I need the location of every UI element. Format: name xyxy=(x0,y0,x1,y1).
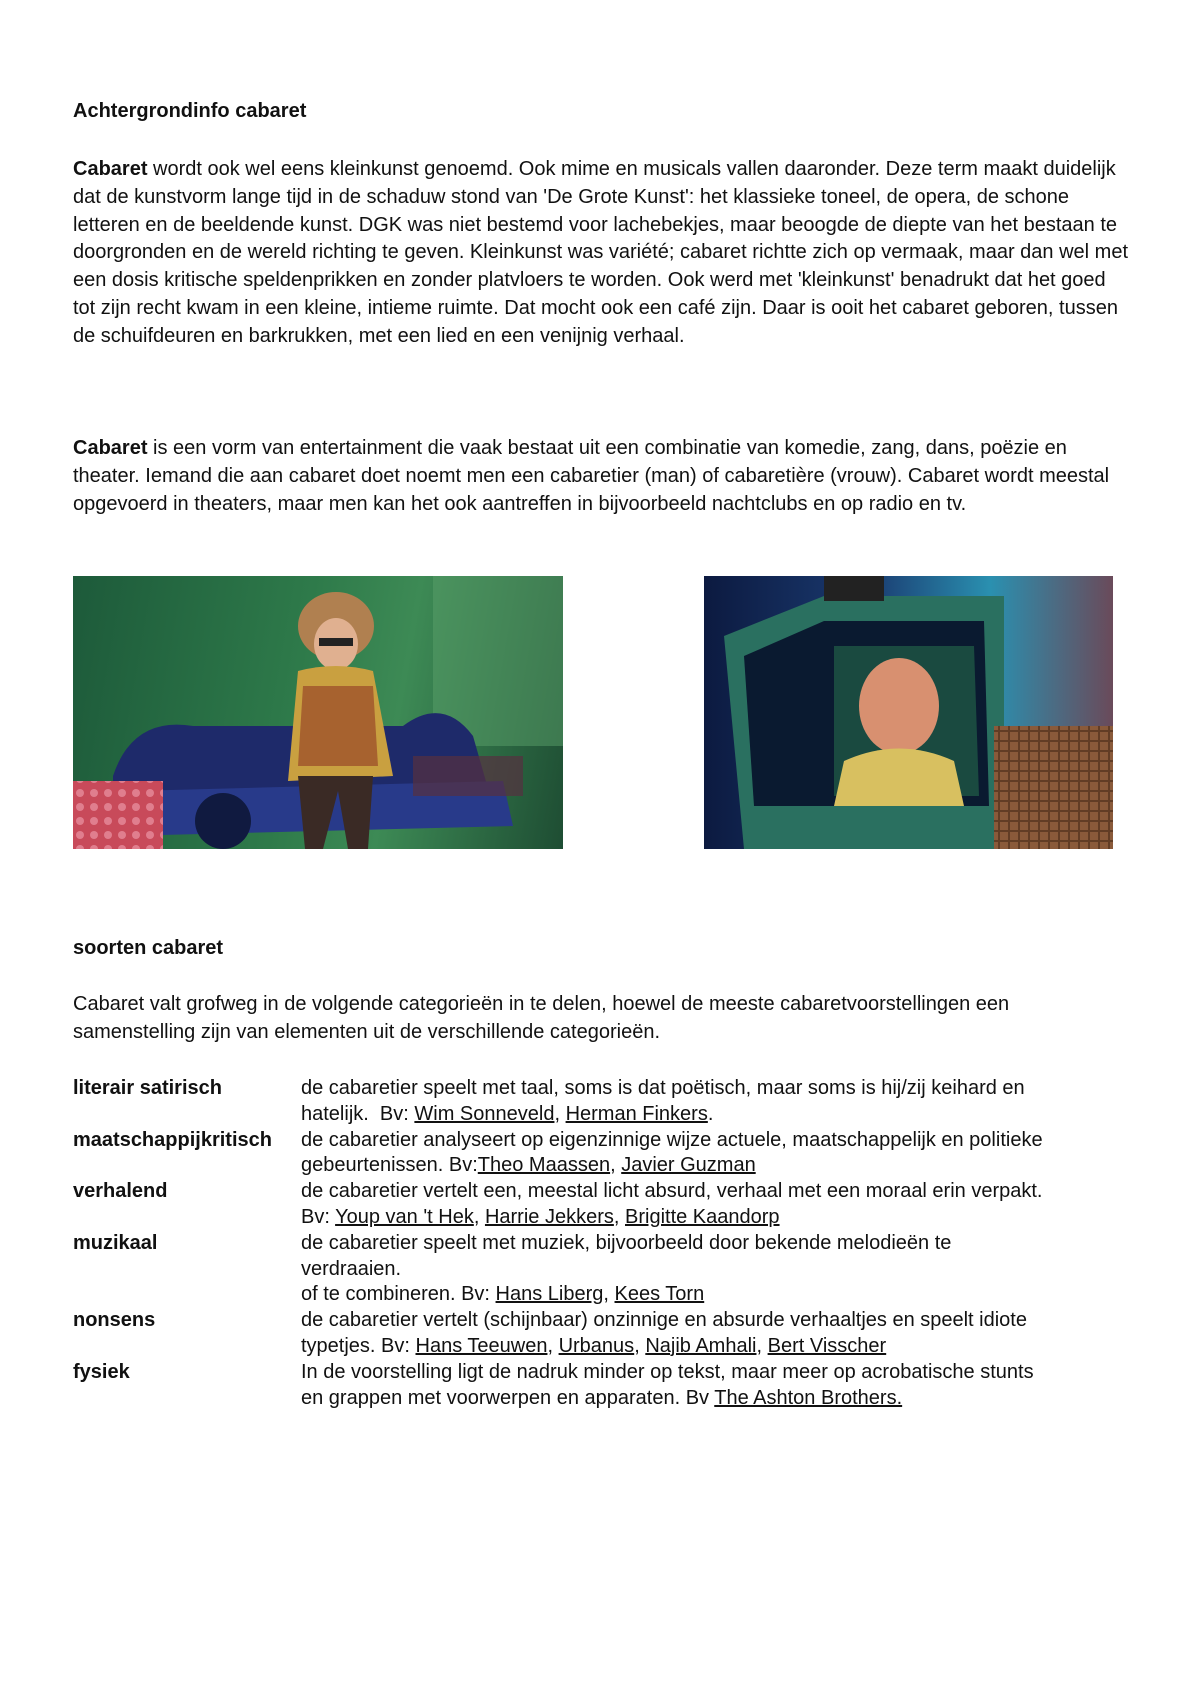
category-term: nonsens xyxy=(73,1309,156,1332)
examples-line: gebeurtenissen. Bv:Theo Maassen, Javier Guzman xyxy=(301,1154,756,1177)
performer-link[interactable]: Youp van 't Hek xyxy=(335,1205,474,1228)
examples-prefix: hatelijk. Bv: xyxy=(301,1102,415,1125)
description-line: de cabaretier speelt met taal, soms is dat poëtisch, maar soms is hij/zij keihard en xyxy=(301,1077,1025,1099)
categories-table xyxy=(73,1076,1153,1411)
category-row xyxy=(73,1308,1153,1360)
cabaret-photo-man-in-vehicle xyxy=(704,576,1113,849)
photo-illustration xyxy=(73,576,563,849)
performer-link[interactable]: Javier Guzman xyxy=(621,1154,756,1177)
photo-illustration xyxy=(704,576,1113,849)
intro-bold-term: Cabaret xyxy=(73,437,148,459)
category-term: verhalend xyxy=(73,1180,168,1203)
category-description xyxy=(301,1076,1153,1128)
description-line: de cabaretier vertelt een, meestal licht absurd, verhaal met een moraal erin verpakt. xyxy=(301,1180,1043,1203)
examples-prefix: Bv: xyxy=(301,1205,336,1228)
description-line: In de voorstelling ligt de nadruk minder op tekst, maar meer op acrobatische stunts xyxy=(301,1360,1034,1383)
examples-prefix: of te combineren. Bv: xyxy=(301,1283,496,1306)
examples-line: typetjes. Bv: Hans Teeuwen, Urbanus, Najib Amhali, Bert Visscher xyxy=(301,1334,887,1357)
description-line: de cabaretier vertelt (schijnbaar) onzinnige en absurde verhaaltjes en speelt idiote xyxy=(301,1309,1027,1332)
examples-prefix: typetjes. Bv: xyxy=(301,1334,416,1357)
performer-link[interactable]: Hans Teeuwen xyxy=(415,1334,548,1357)
performer-link[interactable]: Hans Liberg xyxy=(495,1283,604,1306)
category-row xyxy=(73,1231,1153,1308)
performer-link[interactable]: Harrie Jekkers xyxy=(484,1205,614,1228)
description-line: de cabaretier analyseert op eigenzinnige wijze actuele, maatschappelijk en politieke xyxy=(301,1128,1043,1151)
intro-text: wordt ook wel eens kleinkunst genoemd. Ook mime en musicals vallen daaronder. Deze term maakt duidelijk dat de kunstvorm lange tijd in de schaduw stond van 'De Grote Kunst': het klassieke toneel, de opera, de schone letteren en de beeldende kunst. DGK was niet bestemd voor lachebekjes, maar beoogde de diepte van het bestaan te doorgronden en de wereld richting te geven. Kleinkunst was variété; cabaret richtte zich op vermaak, maar dan wel met een dosis kritische speldenprikken en zonder platvloers te worden. Ook werd met 'kleinkunst' benadrukt dat het goed tot zijn recht kwam in een kleine, intieme ruimte. Dat mocht ook een café zijn. Daar is ooit het cabaret geboren, tussen de schuifdeuren en barkrukken, met een lied en een venijnig verhaal. xyxy=(73,158,1128,347)
page-title: Achtergrondinfo cabaret xyxy=(73,100,307,122)
performer-link[interactable]: Kees Torn xyxy=(614,1283,705,1306)
intro-bold-term: Cabaret xyxy=(73,158,148,180)
intro-paragraph-1 xyxy=(73,156,1133,351)
examples-line xyxy=(301,1386,1153,1412)
category-description xyxy=(301,1360,1153,1412)
performer-link[interactable]: Theo Maassen xyxy=(477,1154,611,1177)
examples-line: hatelijk. Bv: Wim Sonneveld, Herman Finkers. xyxy=(301,1102,714,1125)
performer-link[interactable]: Wim Sonneveld xyxy=(414,1102,555,1125)
category-row xyxy=(73,1128,1153,1180)
section-intro: Cabaret valt grofweg in de volgende categorieën in te delen, hoewel de meeste cabaretvoorstellingen een samenstelling zijn van elementen uit de verschillende categorieën. xyxy=(73,993,1010,1043)
examples-prefix: en grappen met voorwerpen en apparaten. Bv xyxy=(301,1386,715,1409)
category-description xyxy=(301,1308,1153,1360)
examples-prefix: gebeurtenissen. Bv: xyxy=(301,1154,478,1177)
examples-line: of te combineren. Bv: Hans Liberg, Kees Torn xyxy=(301,1283,705,1306)
category-term: fysiek xyxy=(73,1360,130,1383)
category-term: literair satirisch xyxy=(73,1077,222,1099)
category-term: maatschappijkritisch xyxy=(73,1128,272,1151)
category-description xyxy=(301,1128,1153,1180)
cabaret-photo-woman-on-sofa xyxy=(73,576,563,849)
description-line: de cabaretier speelt met muziek, bijvoorbeeld door bekende melodieën te xyxy=(301,1231,952,1254)
category-description xyxy=(301,1179,1153,1231)
performer-link[interactable]: Herman Finkers xyxy=(565,1102,708,1125)
category-term: muzikaal xyxy=(73,1231,158,1254)
performer-link[interactable]: Bert Visscher xyxy=(767,1334,887,1357)
category-row xyxy=(73,1076,1153,1128)
performer-link[interactable]: Najib Amhali xyxy=(645,1334,757,1357)
performer-link[interactable]: The Ashton Brothers. xyxy=(714,1386,903,1409)
category-row xyxy=(73,1179,1153,1231)
performer-link[interactable]: Urbanus xyxy=(558,1334,635,1357)
examples-suffix: . xyxy=(707,1102,714,1125)
performer-link[interactable]: Brigitte Kaandorp xyxy=(625,1205,780,1228)
category-row xyxy=(73,1360,1153,1412)
category-description xyxy=(301,1231,1153,1308)
examples-line: Bv: Youp van 't Hek, Harrie Jekkers, Brigitte Kaandorp xyxy=(301,1205,780,1228)
intro-text: is een vorm van entertainment die vaak bestaat uit een combinatie van komedie, zang, dans, poëzie en theater. Iemand die aan cabaret doet noemt men een cabaretier (man) of cabaretière (vrouw). Cabaret wordt meestal opgevoerd in theaters, maar men kan het ook aantreffen in bijvoorbeeld nachtclubs en op radio en tv. xyxy=(73,437,1110,515)
section-title: soorten cabaret xyxy=(73,937,224,959)
intro-paragraph-2 xyxy=(73,435,1133,518)
description-line: verdraaien. xyxy=(301,1257,402,1280)
